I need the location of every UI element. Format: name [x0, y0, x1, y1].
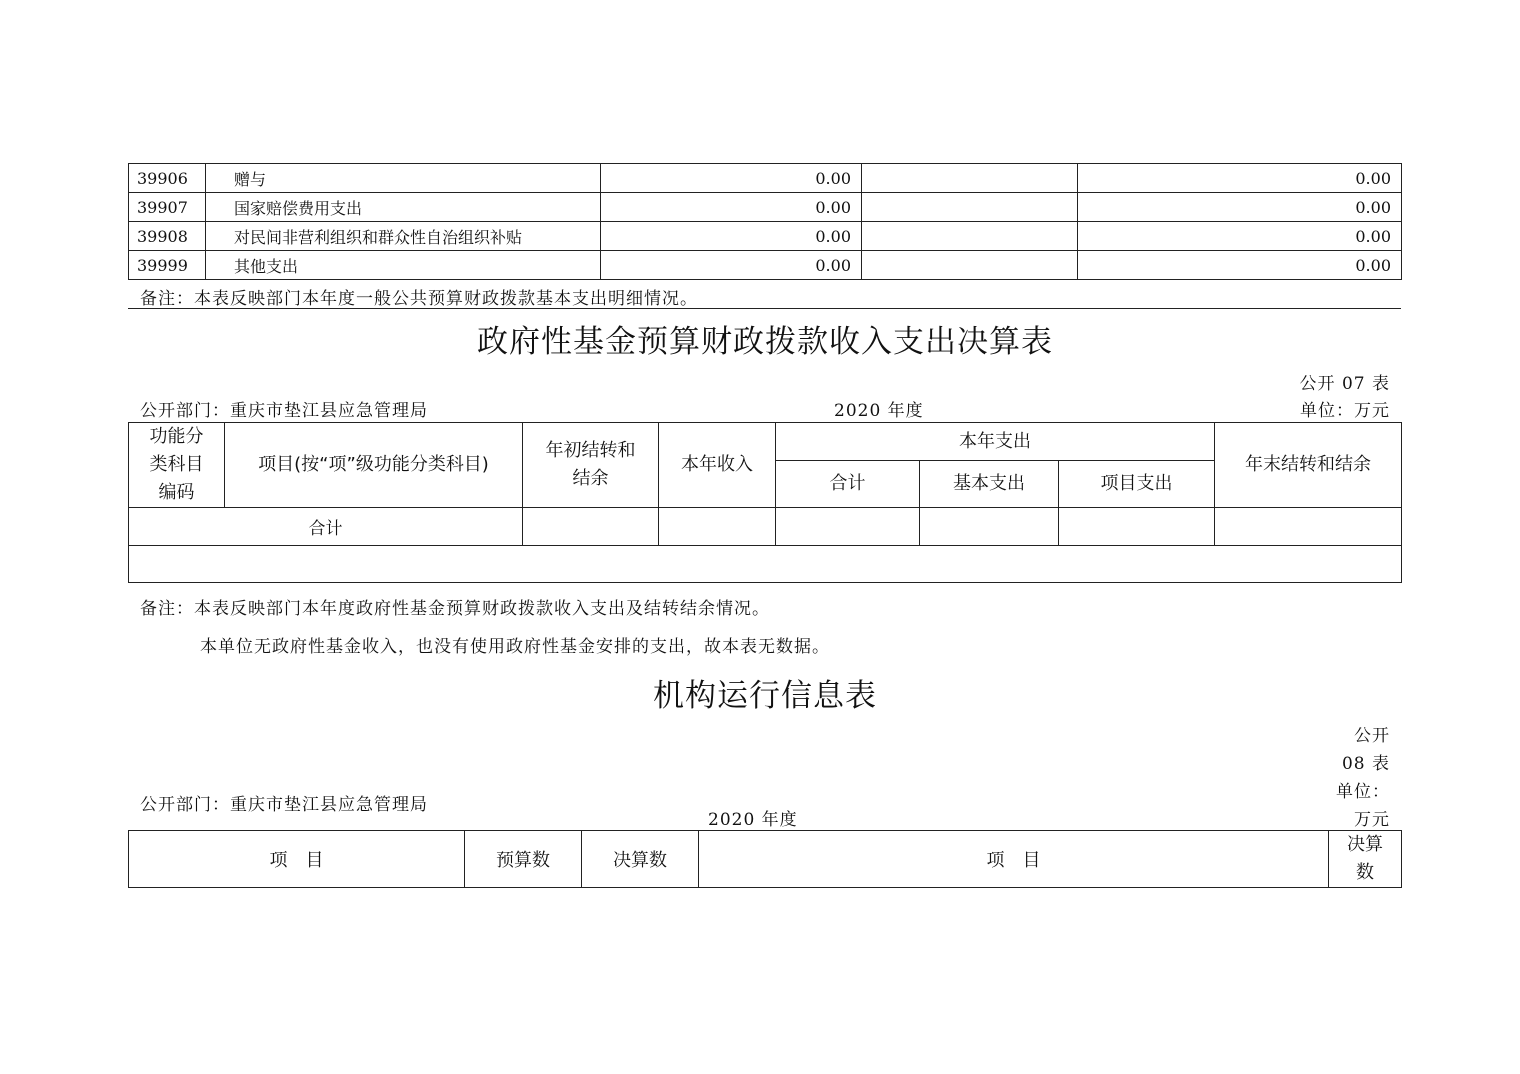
section2-department: 公开部门：重庆市垫江县应急管理局: [140, 401, 428, 421]
section3-year: 2020 年度: [708, 810, 798, 830]
row-name: 赠与: [206, 164, 601, 193]
row-name: 其他支出: [206, 251, 601, 280]
header-final-left: 决算数: [582, 831, 699, 888]
header-income: 本年收入: [659, 423, 776, 508]
empty-row: [129, 546, 1402, 583]
expense-detail-table: [128, 163, 1402, 280]
row-code: 39907: [129, 193, 206, 222]
row-value: [862, 193, 1078, 222]
header-carryover-end: 年末结转和结余: [1215, 423, 1402, 508]
section3-unit-line2: 万元: [1354, 810, 1390, 830]
row-value: 0.00: [601, 193, 862, 222]
header-function-code: 功能分类科目编码: [129, 423, 225, 508]
section2-table-no: 公开 07 表: [1299, 374, 1390, 394]
row-value: 0.00: [1078, 164, 1402, 193]
row-value: [862, 222, 1078, 251]
row-value: 0.00: [1078, 222, 1402, 251]
header-budget: 预算数: [465, 831, 582, 888]
gov-fund-table: [128, 422, 1402, 583]
total-carryover-start: [523, 508, 659, 546]
row-value: 0.00: [1078, 251, 1402, 280]
section2-note2: 本单位无政府性基金收入，也没有使用政府性基金安排的支出，故本表无数据。: [200, 637, 830, 657]
total-expense: [776, 508, 920, 546]
agency-operation-table: [128, 830, 1402, 888]
row-name: 对民间非营利组织和群众性自治组织补贴: [206, 222, 601, 251]
section2-title: 政府性基金预算财政拨款收入支出决算表: [477, 324, 1053, 360]
row-name: 国家赔偿费用支出: [206, 193, 601, 222]
section2-year: 2020 年度: [834, 401, 924, 421]
table-row: [129, 251, 1402, 280]
section2-note: 备注：本表反映部门本年度政府性基金预算财政拨款收入支出及结转结余情况。: [140, 599, 770, 619]
total-carryover-end: [1215, 508, 1402, 546]
row-code: 39908: [129, 222, 206, 251]
row-value: 0.00: [1078, 193, 1402, 222]
section3-department: 公开部门：重庆市垫江县应急管理局: [140, 795, 428, 815]
section2-unit: 单位：万元: [1300, 401, 1390, 421]
section3-table-no-line2: 08 表: [1341, 754, 1390, 774]
header-expense-project: 项目支出: [1059, 461, 1215, 508]
row-value: 0.00: [601, 222, 862, 251]
row-code: 39906: [129, 164, 206, 193]
total-basic: [920, 508, 1059, 546]
header-item-left: 项 目: [129, 831, 465, 888]
header-item: 项目(按“项”级功能分类科目): [225, 423, 523, 508]
table-row: [129, 222, 1402, 251]
header-carryover-start: 年初结转和结余: [523, 423, 659, 508]
header-expense-basic: 基本支出: [920, 461, 1059, 508]
total-project: [1059, 508, 1215, 546]
section3-title: 机构运行信息表: [653, 678, 877, 714]
divider: [128, 308, 1401, 309]
section1-note: 备注：本表反映部门本年度一般公共预算财政拨款基本支出明细情况。: [140, 289, 698, 309]
row-value: [862, 164, 1078, 193]
section3-table-no-line1: 公开: [1354, 726, 1390, 746]
table-row: [129, 193, 1402, 222]
table-row: [129, 164, 1402, 193]
header-expense: 本年支出: [776, 423, 1215, 461]
row-value: 0.00: [601, 251, 862, 280]
header-expense-total: 合计: [776, 461, 920, 508]
row-code: 39999: [129, 251, 206, 280]
total-row-label: 合计: [129, 508, 523, 546]
header-item-right: 项 目: [699, 831, 1329, 888]
row-value: 0.00: [601, 164, 862, 193]
total-income: [659, 508, 776, 546]
section3-unit-line1: 单位：: [1336, 782, 1390, 802]
row-value: [862, 251, 1078, 280]
header-final-right: 决算数: [1329, 831, 1402, 888]
